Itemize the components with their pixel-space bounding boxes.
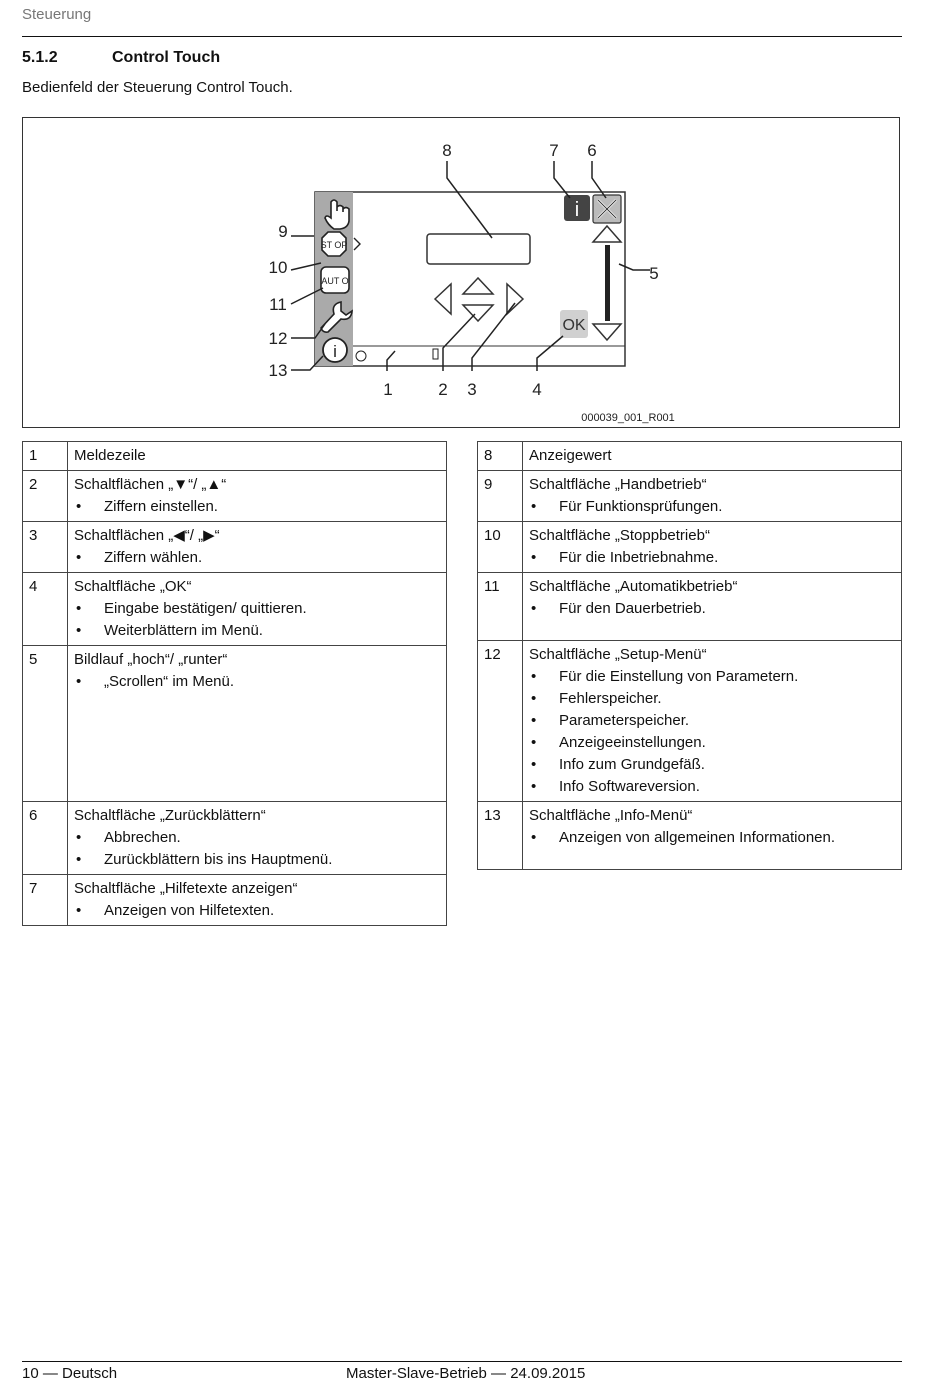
callout-2: 2 <box>438 380 448 399</box>
legend-description <box>68 646 447 802</box>
legend-number: 2 <box>23 471 68 522</box>
legend-number: 5 <box>23 646 68 802</box>
callout-12: 12 <box>268 329 288 348</box>
bullet-item: • Für Funktionsprüfungen. <box>529 496 895 518</box>
callout-10: 10 <box>268 258 288 277</box>
callout-4: 4 <box>532 380 542 399</box>
callout-5: 5 <box>649 264 659 283</box>
legend-title: Schaltfläche „Info-Menü“ <box>529 807 693 824</box>
legend-row <box>23 573 447 646</box>
legend-row <box>23 802 447 875</box>
legend-row <box>478 641 902 802</box>
bullet-list <box>74 496 440 518</box>
figure-code: 000039_001_R001 <box>581 412 675 424</box>
legend-number: 12 <box>478 641 523 802</box>
stop-label: ST OP <box>320 240 348 250</box>
legend-number: 9 <box>478 471 523 522</box>
legend-description <box>68 471 447 522</box>
section-number: 5.1.2 <box>22 49 58 66</box>
legend-number: 13 <box>478 802 523 870</box>
bullet-item: • Weiterblättern im Menü. <box>74 620 440 642</box>
auto-label: AUT O <box>321 276 349 286</box>
footer-title: Master-Slave-Betrieb — 24.09.2015 <box>346 1365 586 1382</box>
section-title: Control Touch <box>112 49 221 66</box>
bullet-item: • Für den Dauerbetrieb. <box>529 598 895 620</box>
bullet-list <box>529 827 895 849</box>
legend-description <box>523 641 902 802</box>
control-panel-figure <box>22 117 900 428</box>
legend-number: 3 <box>23 522 68 573</box>
legend-title: Anzeigewert <box>529 447 612 464</box>
callout-6: 6 <box>587 141 597 160</box>
callout-7: 7 <box>549 141 559 160</box>
footer-rule <box>22 1361 902 1362</box>
bullet-item: • Für die Inbetriebnahme. <box>529 547 895 569</box>
callout-8: 8 <box>442 141 452 160</box>
legend-description <box>68 573 447 646</box>
legend-title: Schaltflächen „▼“/ „▲“ <box>74 476 227 493</box>
legend-title: Schaltfläche „Hilfetexte anzeigen“ <box>74 880 298 897</box>
bullet-item: • Anzeigeeinstellungen. <box>529 732 895 754</box>
bullet-item: • Parameterspeicher. <box>529 710 895 732</box>
legend-row <box>23 442 447 471</box>
bullet-list <box>74 598 440 642</box>
legend-description <box>523 802 902 870</box>
legend-number: 7 <box>23 875 68 926</box>
legend-title: Schaltfläche „Zurückblättern“ <box>74 807 266 824</box>
bullet-item: • Info Softwareversion. <box>529 776 895 798</box>
bullet-list <box>529 666 895 798</box>
legend-row <box>23 522 447 573</box>
bullet-item: • Abbrechen. <box>74 827 440 849</box>
bullet-item: • Ziffern einstellen. <box>74 496 440 518</box>
legend-title: Schaltfläche „Automatikbetrieb“ <box>529 578 738 595</box>
help-label: i <box>574 199 580 221</box>
legend-description <box>68 802 447 875</box>
legend-number: 1 <box>23 442 68 471</box>
callout-13: 13 <box>268 361 288 380</box>
legend-row <box>478 442 902 471</box>
legend-title: Schaltfläche „OK“ <box>74 578 192 595</box>
legend-row <box>23 646 447 802</box>
bullet-item: • Eingabe bestätigen/ quittieren. <box>74 598 440 620</box>
scroll-track <box>605 245 610 321</box>
bullet-item: • Fehlerspeicher. <box>529 688 895 710</box>
legend-description <box>68 875 447 926</box>
legend-title: Schaltfläche „Stoppbetrieb“ <box>529 527 710 544</box>
legend-number: 4 <box>23 573 68 646</box>
callout-3: 3 <box>467 380 477 399</box>
legend-description <box>68 522 447 573</box>
legend-title: Schaltfläche „Setup-Menü“ <box>529 646 707 663</box>
legend-title: Meldezeile <box>74 447 146 464</box>
bullet-list <box>74 900 440 922</box>
bullet-item: • Ziffern wählen. <box>74 547 440 569</box>
legend-row <box>23 875 447 926</box>
legend-number: 6 <box>23 802 68 875</box>
legend-description <box>523 573 902 641</box>
bullet-item: • Info zum Grundgefäß. <box>529 754 895 776</box>
legend-number: 8 <box>478 442 523 471</box>
bullet-item: • „Scrollen“ im Menü. <box>74 671 440 693</box>
running-header: Steuerung <box>22 6 92 23</box>
legend-row <box>478 522 902 573</box>
legend-row <box>478 471 902 522</box>
legend-number: 11 <box>478 573 523 641</box>
intro-text: Bedienfeld der Steuerung Control Touch. <box>22 79 293 96</box>
legend-row <box>478 802 902 870</box>
display-value-field <box>427 234 530 264</box>
callout-9: 9 <box>278 222 288 241</box>
ok-label: OK <box>562 317 586 334</box>
legend-description <box>68 442 447 471</box>
legend-description <box>523 471 902 522</box>
bullet-list <box>529 547 895 569</box>
bullet-item: • Zurückblättern bis ins Hauptmenü. <box>74 849 440 871</box>
bullet-list <box>74 827 440 871</box>
legend-table-right <box>477 441 902 870</box>
legend-row <box>478 573 902 641</box>
bullet-item: • Für die Einstellung von Parametern. <box>529 666 895 688</box>
legend-row <box>23 471 447 522</box>
bullet-list <box>74 547 440 569</box>
bullet-list <box>529 598 895 620</box>
callout-1: 1 <box>383 380 393 399</box>
callout-11: 11 <box>269 295 287 314</box>
legend-table-left <box>22 441 447 926</box>
legend-number: 10 <box>478 522 523 573</box>
header-rule <box>22 36 902 37</box>
bullet-list <box>529 496 895 518</box>
footer-page: 10 — Deutsch <box>22 1365 118 1382</box>
legend-description <box>523 442 902 471</box>
bullet-item: • Anzeigen von Hilfetexten. <box>74 900 440 922</box>
bullet-item: • Anzeigen von allgemeinen Informationen. <box>529 827 895 849</box>
svg-text:i: i <box>333 342 337 361</box>
legend-title: Schaltfläche „Handbetrieb“ <box>529 476 707 493</box>
legend-title: Bildlauf „hoch“/ „runter“ <box>74 651 228 668</box>
legend-description <box>523 522 902 573</box>
legend-title: Schaltflächen „◀“/ „▶“ <box>74 527 220 544</box>
bullet-list <box>74 671 440 693</box>
